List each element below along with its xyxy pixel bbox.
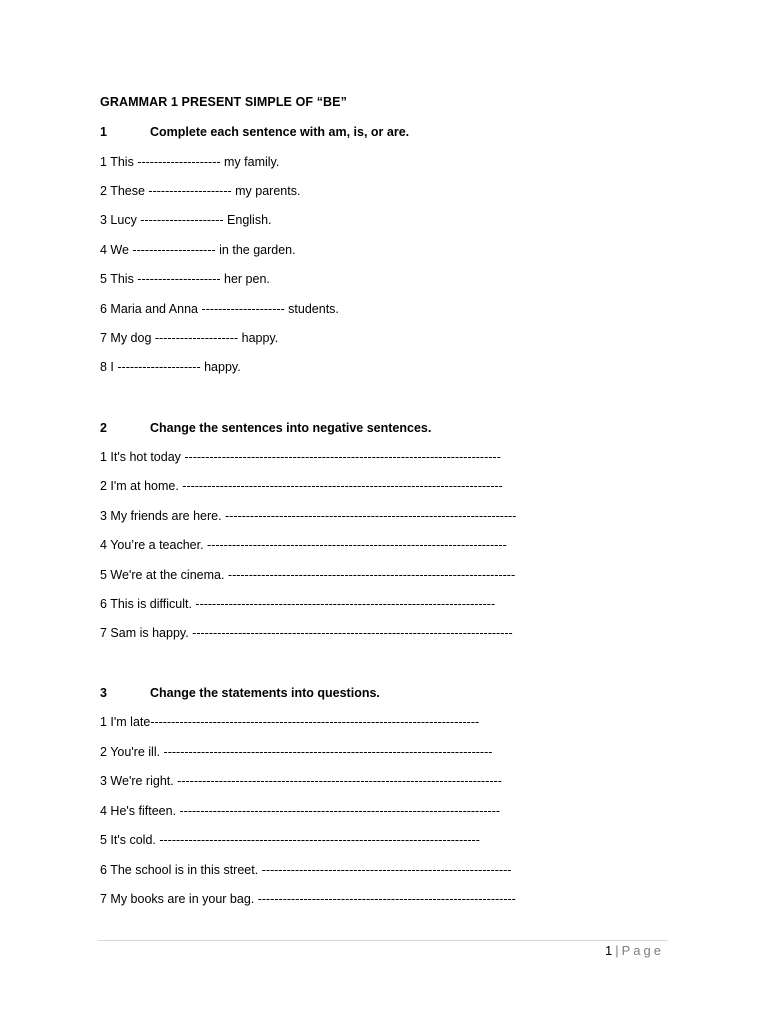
section-instruction: Complete each sentence with am, is, or are. — [150, 125, 410, 139]
section-number: 1 — [100, 125, 107, 139]
footer-divider — [98, 940, 668, 941]
exercise-line: 7 My books are in your bag. -------------------------------------------------------------- — [100, 892, 516, 906]
exercise-line: 3 My friends are here. ---------------------------------------------------------------------- — [100, 509, 517, 523]
exercise-line: 8 I -------------------- happy. — [100, 360, 241, 374]
exercise-line: 1 I'm late------------------------------------------------------------------------------- — [100, 715, 480, 729]
exercise-line: 2 These -------------------- my parents. — [100, 184, 301, 198]
footer-separator: | — [615, 943, 619, 958]
section-instruction: Change the sentences into negative sentences. — [150, 421, 432, 435]
document-title: GRAMMAR 1 PRESENT SIMPLE OF “BE” — [100, 95, 347, 109]
exercise-line: 6 The school is in this street. ------------------------------------------------------------ — [100, 863, 512, 877]
section-1-heading — [100, 125, 409, 139]
exercise-line: 2 You're ill. ------------------------------------------------------------------------------- — [100, 745, 493, 759]
exercise-line: 7 Sam is happy. ----------------------------------------------------------------------------- — [100, 626, 513, 640]
exercise-line: 6 Maria and Anna -------------------- students. — [100, 302, 339, 316]
exercise-line: 5 We're at the cinema. --------------------------------------------------------------------- — [100, 568, 516, 582]
section-instruction: Change the statements into questions. — [150, 686, 380, 700]
page-label: Page — [621, 943, 664, 958]
exercise-line: 5 This -------------------- her pen. — [100, 272, 270, 286]
exercise-line: 4 He's fifteen. ----------------------------------------------------------------------------- — [100, 804, 501, 818]
page-number: 1 — [605, 943, 613, 958]
exercise-line: 3 Lucy -------------------- English. — [100, 213, 272, 227]
page-footer — [605, 943, 664, 958]
exercise-line: 6 This is difficult. ------------------------------------------------------------------------ — [100, 597, 496, 611]
section-3-heading — [100, 686, 380, 700]
exercise-line: 3 We're right. ------------------------------------------------------------------------------ — [100, 774, 502, 788]
section-number: 2 — [100, 421, 107, 435]
exercise-line: 1 It's hot today ---------------------------------------------------------------------------- — [100, 450, 501, 464]
exercise-line: 4 We -------------------- in the garden. — [100, 243, 296, 257]
section-number: 3 — [100, 686, 107, 700]
exercise-line: 4 You’re a teacher. ------------------------------------------------------------------------ — [100, 538, 507, 552]
section-2-heading — [100, 421, 431, 435]
exercise-line: 1 This -------------------- my family. — [100, 155, 280, 169]
exercise-line: 7 My dog -------------------- happy. — [100, 331, 279, 345]
exercise-line: 5 It's cold. ----------------------------------------------------------------------------- — [100, 833, 480, 847]
exercise-line: 2 I'm at home. ----------------------------------------------------------------------------- — [100, 479, 503, 493]
